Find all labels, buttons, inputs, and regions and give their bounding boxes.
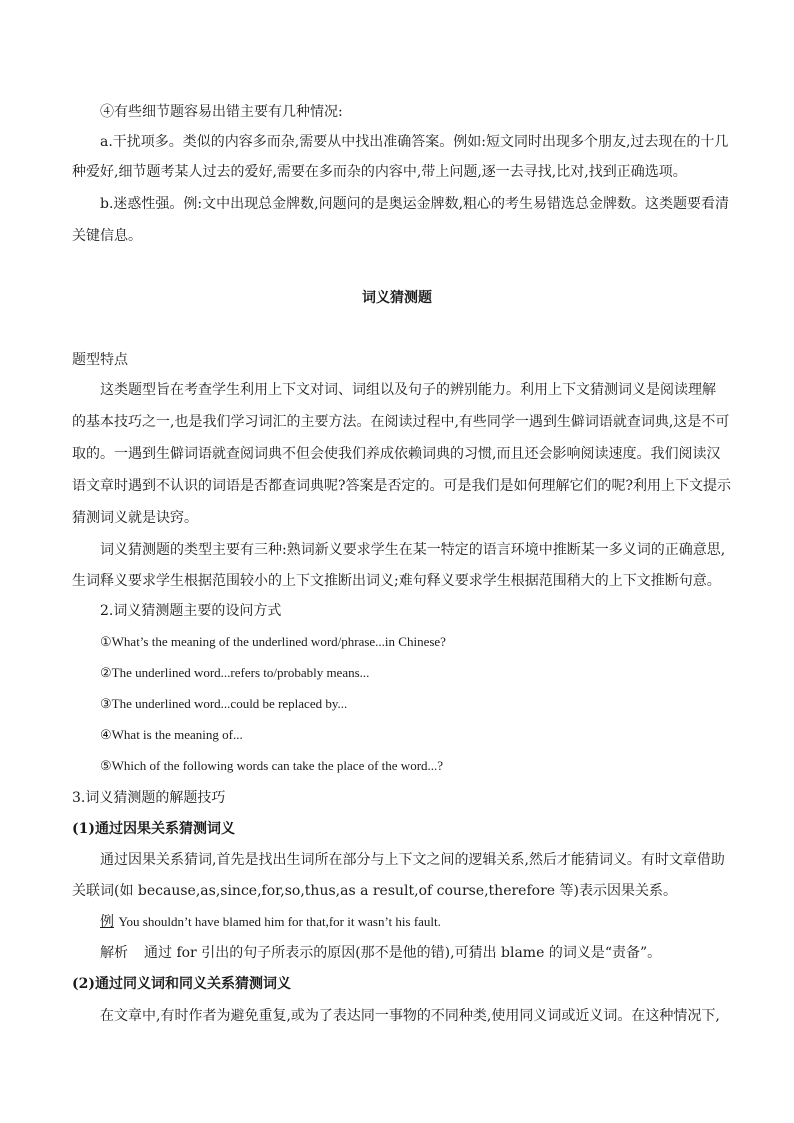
sub2-heading: (2)通过同义词和同义关系猜测词义 bbox=[72, 976, 291, 992]
paragraph1-line-5: 猜测词义就是诀窍。 bbox=[72, 510, 198, 526]
question-type-2: ②The underlined word...refers to/probably means... bbox=[100, 665, 370, 680]
question-type-3: ③The underlined word...could be replaced by... bbox=[100, 696, 348, 711]
example-sentence: You shouldn’t have blamed him for that,for it wasn’t his fault. bbox=[118, 914, 441, 929]
paragraph1-line-3: 取的。一遇到生僻词语就查阅词典不但会使我们养成依赖词典的习惯,而且还会影响阅读速度。我们阅读汉 bbox=[72, 446, 721, 462]
analysis-label: 解析 bbox=[100, 945, 128, 961]
sub1-heading: (1)通过因果关系猜测词义 bbox=[72, 821, 235, 837]
detail-errors-heading: ④有些细节题容易出错主要有几种情况: bbox=[100, 104, 343, 120]
detail-error-b-line-2: 关键信息。 bbox=[72, 228, 142, 244]
analysis-line bbox=[100, 943, 661, 963]
sub1-line-2: 关联词(如 because,as,since,for,so,thus,as a result,of course,therefore 等)表示因果关系。 bbox=[72, 883, 677, 899]
example-label: 例 bbox=[100, 914, 114, 930]
question-type-4: ④What is the meaning of... bbox=[100, 727, 243, 742]
skills-heading: 3.词义猜测题的解题技巧 bbox=[72, 790, 226, 806]
section-title: 词义猜测题 bbox=[362, 290, 432, 306]
detail-error-a-line-1: a.干扰项多。类似的内容多而杂,需要从中找出准确答案。例如:短文同时出现多个朋友,过去现在的十几 bbox=[100, 134, 729, 150]
paragraph2-line-1: 词义猜测题的类型主要有三种:熟词新义要求学生在某一特定的语言环境中推断某一多义词的正确意思, bbox=[100, 542, 726, 558]
sub2-line-1: 在文章中,有时作者为避免重复,或为了表达同一事物的不同种类,使用同义词或近义词。在这种情况下, bbox=[100, 1008, 720, 1024]
analysis-text: 通过 for 引出的句子所表示的原因(那不是他的错),可猜出 blame 的词义是“责备”。 bbox=[144, 945, 662, 961]
question-type-1: ①What’s the meaning of the underlined word/phrase...in Chinese? bbox=[100, 634, 446, 649]
feature-heading: 题型特点 bbox=[72, 352, 128, 368]
question-types-heading: 2.词义猜测题主要的设问方式 bbox=[100, 603, 282, 619]
question-type-5: ⑤Which of the following words can take the place of the word...? bbox=[100, 758, 444, 773]
paragraph2-line-2: 生词释义要求学生根据范围较小的上下文推断出词义;难句释义要求学生根据范围稍大的上下文推断句意。 bbox=[72, 573, 721, 589]
paragraph1-line-2: 的基本技巧之一,也是我们学习词汇的主要方法。在阅读过程中,有些同学一遇到生僻词语就查词典,这是不可 bbox=[72, 414, 730, 430]
paragraph1-line-1: 这类题型旨在考查学生利用上下文对词、词组以及句子的辨别能力。利用上下文猜测词义是阅读理解 bbox=[100, 382, 716, 398]
detail-error-a-line-2: 种爱好,细节题考某人过去的爱好,需要在多而杂的内容中,带上问题,逐一去寻找,比对,找到正确选项。 bbox=[72, 164, 687, 180]
example-line bbox=[100, 912, 441, 932]
paragraph1-line-4: 语文章时遇到不认识的词语是否都查词典呢?答案是否定的。可是我们是如何理解它们的呢?利用上下文提示 bbox=[72, 478, 732, 494]
sub1-line-1: 通过因果关系猜词,首先是找出生词所在部分与上下文之间的逻辑关系,然后才能猜词义。有时文章借助 bbox=[100, 852, 725, 868]
detail-error-b-line-1: b.迷惑性强。例:文中出现总金牌数,问题问的是奥运金牌数,粗心的考生易错选总金牌数。这类题要看清 bbox=[100, 196, 730, 212]
